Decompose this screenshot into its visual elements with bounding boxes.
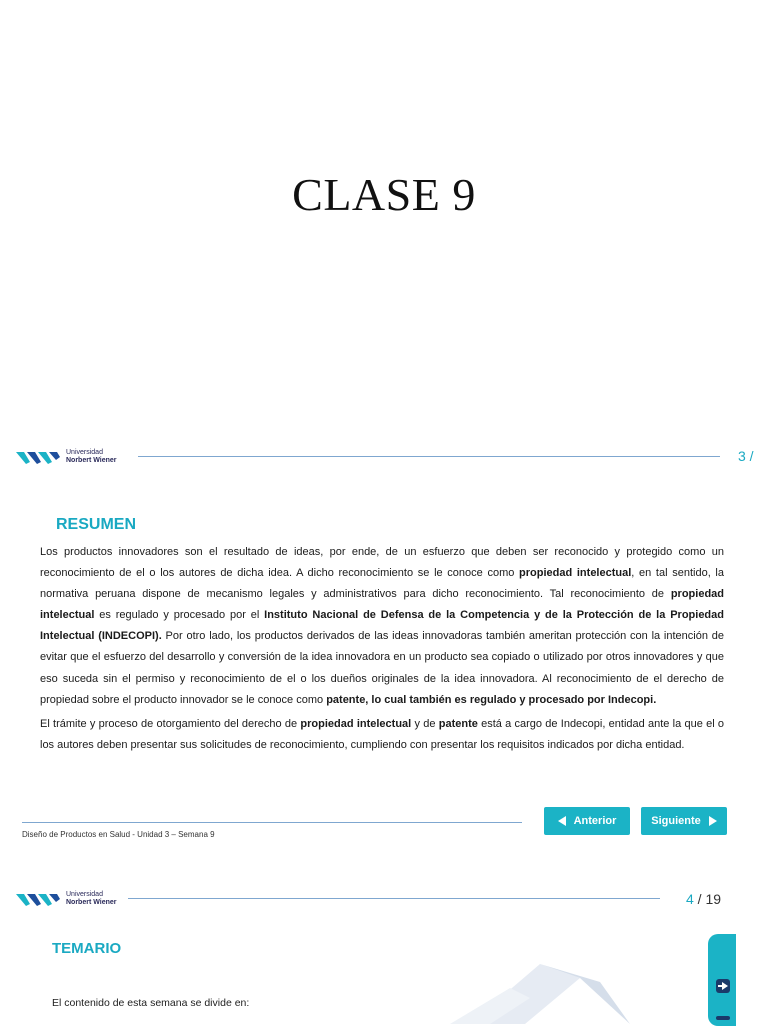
page-number: 3 / (738, 448, 754, 464)
summary-paragraph-1: Los productos innovadores son el resultado de ideas, por ende, de un esfuerzo que deben ser reconocido y protegido como un reconocimiento de el o los autores de dicha idea. A dicho reconocimiento se le conoce como propiedad intelectual, en tal sentido, la normativa peruana dispone de mecanismo legales y administrativos para dicho reconocimiento. Tal reconocimiento de propiedad intelectual es regulado y procesado por el Instituto Nacional de Defensa de la Competencia y de la Protección de la Propiedad Intelectual (INDECOPI). Por otro lado, los productos derivados de las ideas innovadoras también ameritan protección con la intención de evitar que el esfuerzo del desarrollo y conversión de la idea innovadora en un producto sea copiado o utilizado por otros innovadores y que eso suceda sin el permiso y reconocimiento de el o los dueños originales de la idea innovadora. Al reconocimiento de el derecho de propiedad sobre el producto innovador se le conoce como patente, lo cual también es regulado y procesado por Indecopi. (40, 546, 724, 706)
wiener-logo-icon (16, 890, 60, 908)
triangle-left-icon (558, 816, 566, 826)
page-separator: / (693, 891, 706, 907)
next-button-label: Siguiente (651, 815, 701, 827)
logo-line-1: Universidad (66, 449, 103, 456)
summary-paragraph-2: El trámite y proceso de otorgamiento del derecho de propiedad intelectual y de patente está a cargo de Indecopi, entidad ante la que el o los autores deben presentar sus solicitudes de reconocimiento, cumpliendo con presentar los requisitos indicados por dicha entidad. (40, 717, 725, 751)
university-logo (16, 448, 117, 466)
watermark-logo-icon (430, 958, 630, 1024)
previous-button[interactable] (544, 807, 630, 835)
logo-line-1: Universidad (66, 891, 103, 898)
triangle-right-icon (709, 816, 717, 826)
summary-body (40, 542, 724, 759)
previous-button-label: Anterior (573, 815, 617, 827)
logo-line-2: Norbert Wiener (66, 457, 117, 464)
logo-line-2: Norbert Wiener (66, 899, 117, 906)
course-footer: Diseño de Productos en Salud - Unidad 3 – Semana 9 (22, 830, 215, 839)
temario-heading: TEMARIO (52, 940, 122, 957)
page-total: 19 (705, 891, 722, 907)
section-heading: RESUMEN (56, 516, 137, 533)
slide-title: CLASE 9 (292, 169, 476, 220)
university-logo-2 (16, 890, 117, 908)
page-current: 4 (686, 891, 694, 907)
header-divider (138, 456, 720, 457)
minus-icon[interactable] (716, 1016, 730, 1020)
page-indicator (686, 891, 721, 907)
header-divider-2 (128, 898, 660, 899)
logo-text-2 (66, 891, 117, 907)
footer-divider (22, 822, 522, 823)
logo-text (66, 449, 117, 465)
temario-intro: El contenido de esta semana se divide en: (52, 997, 250, 1009)
next-button[interactable] (641, 807, 727, 835)
exit-door-icon[interactable] (714, 977, 732, 995)
wiener-logo-icon (16, 448, 60, 466)
